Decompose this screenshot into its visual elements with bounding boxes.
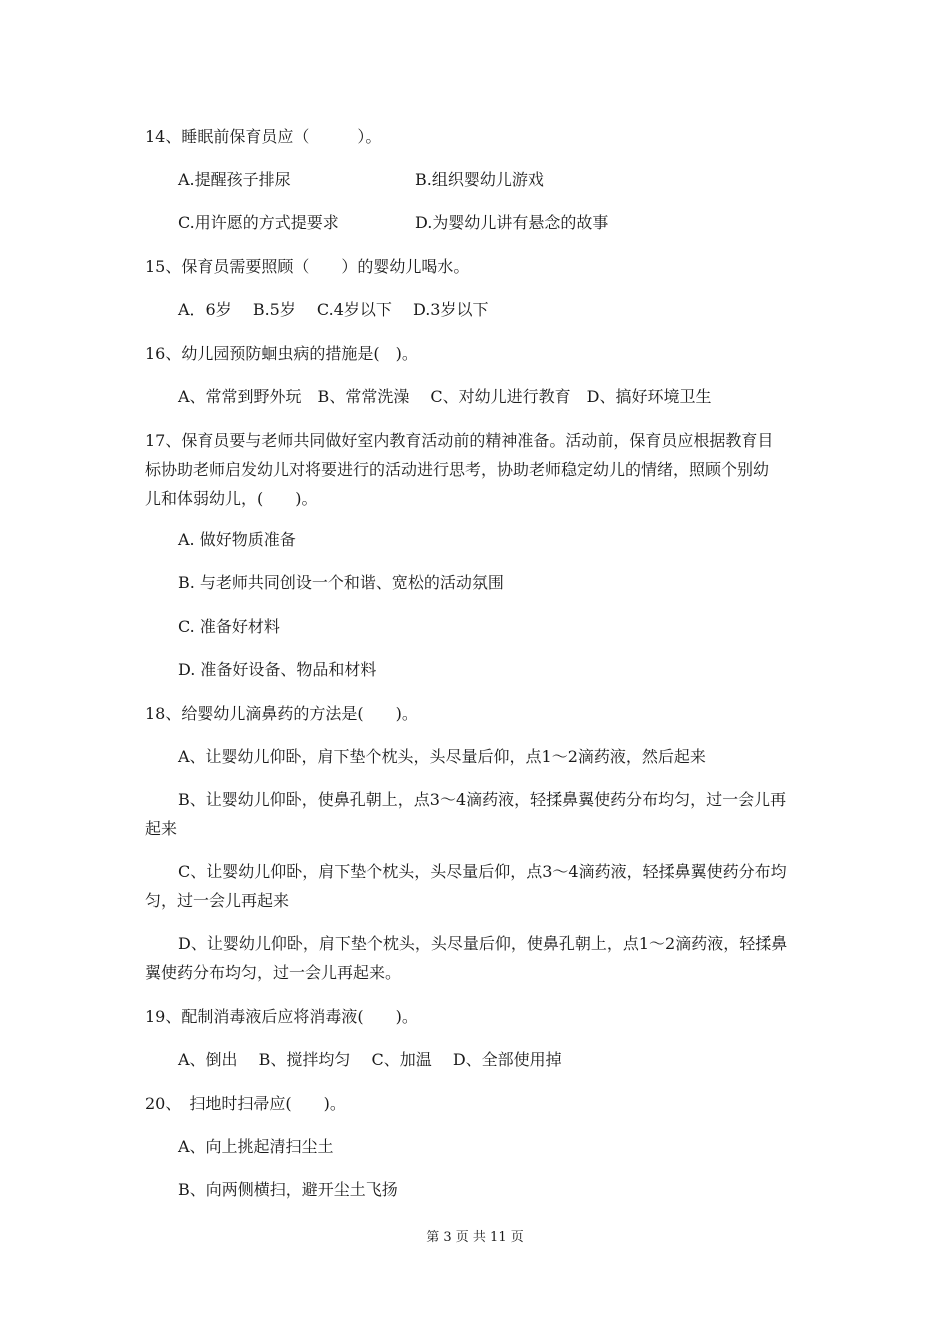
question-17-stem-line-3: 儿和体弱幼儿，( )。 <box>145 489 318 508</box>
question-14-option-d: D.为婴幼儿讲有悬念的故事 <box>415 213 609 232</box>
question-17-stem-line-1: 17、保育员要与老师共同做好室内教育活动前的精神准备。活动前，保育员应根据教育目 <box>145 431 774 450</box>
question-20-stem: 20、 扫地时扫帚应( )。 <box>145 1094 346 1113</box>
question-15-stem: 15、保育员需要照顾（ ）的婴幼儿喝水。 <box>145 257 470 276</box>
question-17-option-c: C. 准备好材料 <box>178 617 280 636</box>
page-number-footer: 第 3 页 共 11 页 <box>426 1230 524 1245</box>
question-18-option-b-line-1: B、让婴幼儿仰卧，使鼻孔朝上，点3～4滴药液，轻揉鼻翼使药分布均匀，过一会儿再 <box>178 790 787 809</box>
question-14-option-a: A.提醒孩子排尿 <box>178 170 291 189</box>
question-20-option-a: A、向上挑起清扫尘土 <box>178 1137 334 1156</box>
question-18-option-b-line-2: 起来 <box>145 819 178 838</box>
question-20-option-b: B、向两侧横扫，避开尘土飞扬 <box>178 1180 398 1199</box>
question-14-stem: 14、睡眠前保育员应（ ）。 <box>145 127 382 146</box>
question-18-option-a: A、让婴幼儿仰卧，肩下垫个枕头，头尽量后仰，点1～2滴药液，然后起来 <box>178 747 706 766</box>
question-15-options: A．6岁 B.5岁 C.4岁以下 D.3岁以下 <box>178 300 489 319</box>
question-18-stem: 18、给婴幼儿滴鼻药的方法是( )。 <box>145 704 418 723</box>
question-19-options: A、倒出 B、搅拌均匀 C、加温 D、全部使用掉 <box>178 1050 562 1069</box>
question-18-option-c-line-2: 匀，过一会儿再起来 <box>145 891 290 910</box>
question-17-stem-line-2: 标协助老师启发幼儿对将要进行的活动进行思考，协助老师稳定幼儿的情绪，照顾个别幼 <box>145 460 770 479</box>
question-18-option-d-line-1: D、让婴幼儿仰卧，肩下垫个枕头，头尽量后仰，使鼻孔朝上，点1～2滴药液，轻揉鼻 <box>178 934 788 953</box>
question-16-stem: 16、幼儿园预防蛔虫病的措施是( )。 <box>145 344 418 363</box>
question-18-option-c-line-1: C、让婴幼儿仰卧，肩下垫个枕头，头尽量后仰，点3～4滴药液，轻揉鼻翼使药分布均 <box>178 862 787 881</box>
question-17-option-d: D. 准备好设备、物品和材料 <box>178 660 377 679</box>
question-19-stem: 19、配制消毒液后应将消毒液( )。 <box>145 1007 418 1026</box>
question-14-option-c: C.用许愿的方式提要求 <box>178 213 339 232</box>
question-14-option-b: B.组织婴幼儿游戏 <box>415 170 544 189</box>
question-17-option-b: B. 与老师共同创设一个和谐、宽松的活动氛围 <box>178 573 504 592</box>
question-17-option-a: A. 做好物质准备 <box>178 530 296 549</box>
question-16-options: A、常常到野外玩 B、常常洗澡 C、对幼儿进行教育 D、搞好环境卫生 <box>178 387 712 406</box>
question-18-option-d-line-2: 翼使药分布均匀，过一会儿再起来。 <box>145 963 402 982</box>
